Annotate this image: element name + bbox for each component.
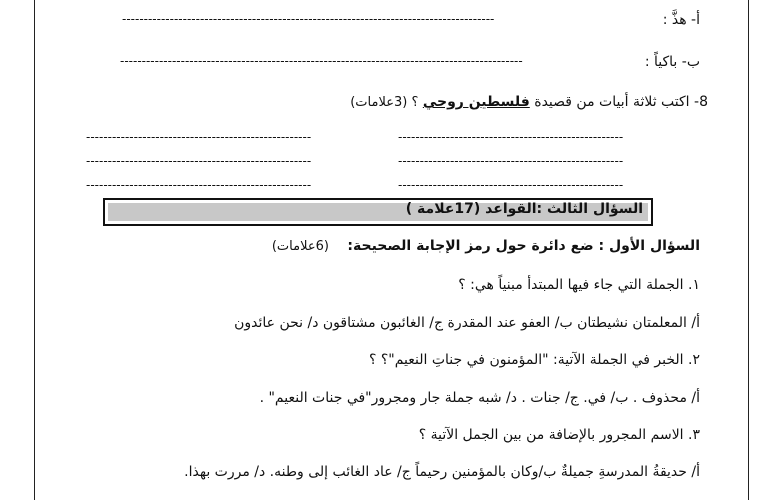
item-3-question: ٣. الاسم المجرور بالإضافة من بين الجمل الآتية ؟ <box>418 427 700 443</box>
question-8-marks: ؟ (3علامات) <box>350 95 419 110</box>
answer-line-left-1: ---------------------------------------------------- <box>86 130 312 144</box>
answer-line-b: --------------------------------------------------------------------------------------------- <box>120 54 523 68</box>
page-border-left <box>34 0 35 500</box>
item-3-options: أ/ حديقةُ المدرسةِ جميلةٌ ب/وكان بالمؤمنين رحيماً ج/ عاد الغائب إلى وطنه. د/ مررت بهذا. <box>184 464 700 480</box>
answer-line-left-3: ---------------------------------------------------- <box>86 178 312 192</box>
answer-line-right-2: ---------------------------------------------------- <box>398 154 624 168</box>
question-8: 8- اكتب ثلاثة أبيات من قصيدة فلسطين روحي ؟ (3علامات) <box>350 94 708 110</box>
item-1-options: أ/ المعلمتان نشيطتان ب/ العفو عند المقدرة ج/ الغائبون مشتاقون د/ نحن عائدون <box>234 315 700 331</box>
q1-title: السؤال الأول : ضع دائرة حول رمز الإجابة الصحيحة: <box>347 238 700 254</box>
q1-marks: (6علامات) <box>271 239 329 254</box>
answer-line-right-1: ---------------------------------------------------- <box>398 130 624 144</box>
page-border-right <box>748 0 749 500</box>
question-b-label: ب- باكياً : <box>644 54 700 70</box>
item-2-question: ٢. الخبر في الجملة الآتية: "المؤمنون في جناتِ النعيم"؟ ؟ <box>368 352 700 368</box>
answer-line-a: -------------------------------------------------------------------------------------- <box>122 12 495 26</box>
item-2-options: أ/ محذوف . ب/ في. ج/ جنات . د/ شبه جملة جار ومجرور"في جنات النعيم" . <box>259 390 700 406</box>
answer-line-right-3: ---------------------------------------------------- <box>398 178 624 192</box>
answer-line-left-2: ---------------------------------------------------- <box>86 154 312 168</box>
q1-title-row <box>272 236 700 257</box>
question-a-label: أ- هذَّ : <box>662 12 700 28</box>
item-1-question: ١. الجملة التي جاء فيها المبتدأ مبنياً هي: ؟ <box>458 277 700 293</box>
section-header-box <box>103 198 653 226</box>
poem-title: فلسطين روحي <box>422 94 530 110</box>
section-title: السؤال الثالث :القواعد (17علامة ) <box>405 201 643 217</box>
